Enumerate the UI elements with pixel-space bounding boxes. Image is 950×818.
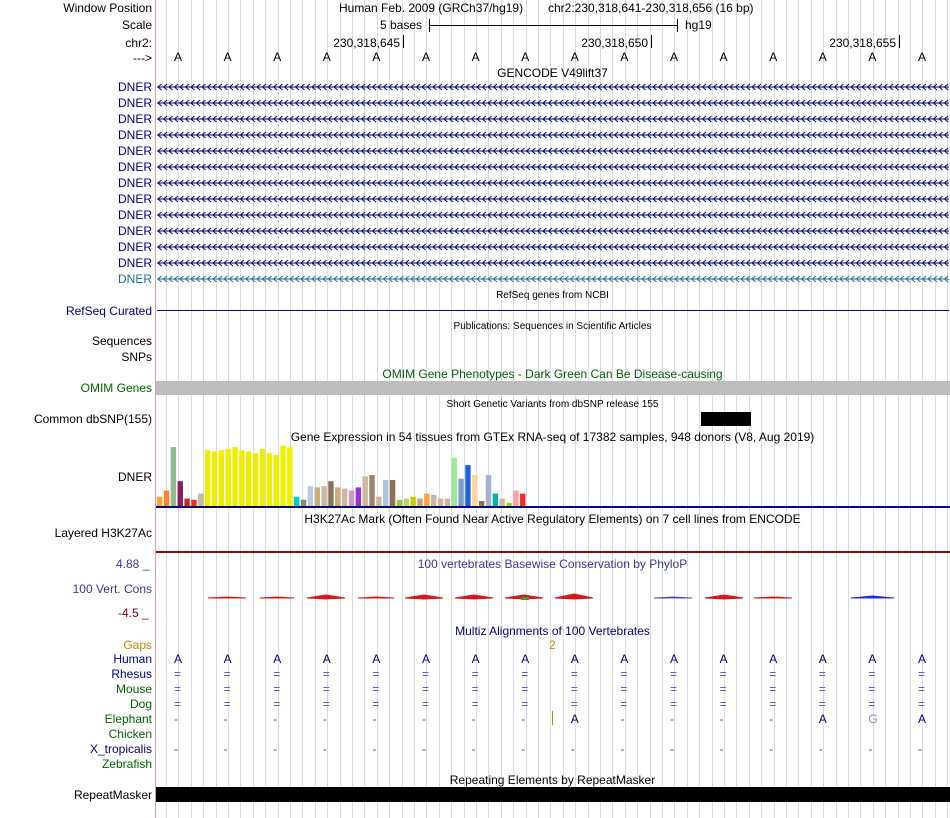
phylop-score-segment xyxy=(851,596,894,598)
gtex-tissue-bar xyxy=(369,475,374,506)
alignment-base: G xyxy=(868,712,878,726)
alignment-base: = xyxy=(868,667,876,681)
alignment-base: = xyxy=(818,697,826,711)
base-letter: A xyxy=(521,50,530,64)
alignment-base: = xyxy=(620,667,628,681)
alignment-base: - xyxy=(521,742,526,756)
alignment-base: = xyxy=(471,697,479,711)
alignment-base: = xyxy=(868,697,876,711)
phylop-score-segment xyxy=(754,597,792,598)
alignment-base: = xyxy=(868,682,876,696)
alignment-base: = xyxy=(818,667,826,681)
alignment-base: - xyxy=(273,712,278,726)
alignment-base: = xyxy=(719,682,727,696)
gtex-tissue-bar xyxy=(294,497,299,506)
scale-bar-left-tick xyxy=(429,19,430,32)
alignment-base: - xyxy=(372,712,377,726)
phylop-score-segment xyxy=(307,595,345,599)
gencode-gene-label[interactable]: DNER xyxy=(117,208,152,222)
dbsnp-title[interactable]: Short Genetic Variants from dbSNP release 155 xyxy=(446,399,659,410)
alignment-base: = xyxy=(273,697,281,711)
multiz-species-label[interactable]: Chicken xyxy=(108,727,152,741)
phylop-score-segment xyxy=(705,595,743,599)
gtex-tissue-bar xyxy=(253,453,258,506)
alignment-base: A xyxy=(818,712,827,726)
gtex-tissue-bar xyxy=(383,480,388,506)
gencode-transcript[interactable] xyxy=(157,162,949,172)
gtex-tissue-bar xyxy=(438,499,443,506)
alignment-base: - xyxy=(521,712,526,726)
base-letter: A xyxy=(719,50,728,64)
alignment-base: = xyxy=(223,697,231,711)
scale-bar-right-tick xyxy=(677,19,678,32)
alignment-base: A xyxy=(719,652,728,666)
refseq-label[interactable]: RefSeq Curated xyxy=(65,304,152,318)
alignment-base: - xyxy=(670,712,674,726)
repeatmasker-element[interactable] xyxy=(156,787,950,802)
refseq-title[interactable]: RefSeq genes from NCBI xyxy=(496,290,609,301)
alignment-base: A xyxy=(868,652,877,666)
dbsnp-label[interactable]: Common dbSNP(155) xyxy=(33,412,152,426)
chrom-label: chr2: xyxy=(125,36,152,50)
gencode-gene-label[interactable]: DNER xyxy=(117,112,152,126)
gtex-tissue-bar xyxy=(239,450,244,506)
coord-label: 230,318,655 xyxy=(829,36,896,50)
gtex-tissue-bar xyxy=(417,499,422,506)
gap-count: 2 xyxy=(549,638,556,652)
gencode-gene-label[interactable]: DNER xyxy=(117,80,152,94)
alignment-base: = xyxy=(174,697,182,711)
gtex-tissue-bar xyxy=(472,475,477,506)
gtex-tissue-bar xyxy=(232,447,237,506)
scale-text: 5 bases xyxy=(380,18,423,32)
alignment-base: - xyxy=(769,712,774,726)
base-letter: A xyxy=(918,50,927,64)
alignment-base: A xyxy=(273,652,282,666)
gtex-tissue-bar xyxy=(445,499,450,506)
alignment-base: = xyxy=(918,697,926,711)
alignment-base: A xyxy=(769,652,778,666)
gtex-tissue-bar xyxy=(219,450,224,506)
h3k27ac-signal-line[interactable] xyxy=(156,551,950,553)
gencode-transcript[interactable] xyxy=(157,274,949,284)
alignment-base: = xyxy=(570,667,578,681)
alignment-base: - xyxy=(868,742,873,756)
gtex-tissue-bar xyxy=(178,481,183,506)
gencode-transcript[interactable] xyxy=(157,242,949,252)
gtex-expression-chart[interactable] xyxy=(156,444,950,510)
gtex-tissue-bar xyxy=(260,449,265,506)
alignment-base: = xyxy=(769,682,777,696)
alignment-base: A xyxy=(918,652,927,666)
gtex-tissue-bar xyxy=(431,495,436,506)
gencode-transcript[interactable] xyxy=(157,114,949,124)
gaps-label: Gaps xyxy=(123,638,152,652)
base-letter: A xyxy=(818,50,827,64)
gap-marker xyxy=(552,711,553,725)
alignment-base: A xyxy=(521,652,530,666)
alignment-base: = xyxy=(223,667,231,681)
gtex-tissue-bar xyxy=(493,494,498,506)
alignment-base: - xyxy=(818,742,823,756)
alignment-base: - xyxy=(422,742,426,756)
publications-title[interactable]: Publications: Sequences in Scientific Articles xyxy=(453,321,652,332)
alignment-base: A xyxy=(223,652,232,666)
alignment-base: = xyxy=(372,697,380,711)
alignment-base: - xyxy=(918,742,922,756)
multiz-species-label[interactable]: Dog xyxy=(129,697,152,711)
gtex-label[interactable]: DNER xyxy=(117,470,152,484)
alignment-base: - xyxy=(471,742,476,756)
alignment-base: - xyxy=(372,742,377,756)
publications-label[interactable]: Sequences xyxy=(91,334,152,348)
gencode-gene-label[interactable]: DNER xyxy=(117,144,152,158)
gtex-tissue-bar xyxy=(520,494,525,506)
scale-bar xyxy=(430,25,677,26)
gtex-tissue-bar xyxy=(452,458,457,506)
alignment-base: - xyxy=(719,742,724,756)
alignment-base: = xyxy=(322,682,330,696)
gencode-transcript[interactable] xyxy=(157,258,949,268)
alignment-base: = xyxy=(471,682,479,696)
alignment-base: = xyxy=(719,667,727,681)
alignment-base: = xyxy=(620,682,628,696)
gtex-tissue-bar xyxy=(486,475,491,506)
alignment-base: = xyxy=(174,682,182,696)
phylop-score-segment xyxy=(455,595,493,599)
gtex-tissue-bar xyxy=(301,500,306,506)
alignment-base: = xyxy=(273,667,281,681)
alignment-base: = xyxy=(422,697,430,711)
base-letter: A xyxy=(868,50,877,64)
alignment-base: - xyxy=(670,742,674,756)
gtex-tissue-bar xyxy=(349,491,354,507)
gtex-tissue-bar xyxy=(184,499,189,506)
multiz-species-label[interactable]: Rhesus xyxy=(111,667,152,681)
omim-feature-bar[interactable] xyxy=(156,381,950,395)
repeatmasker-title[interactable]: Repeating Elements by RepeatMasker xyxy=(449,773,656,787)
alignment-base: - xyxy=(174,712,178,726)
multiz-species-label[interactable]: Zebrafish xyxy=(101,757,152,771)
alignment-base: = xyxy=(372,682,380,696)
phylop-title[interactable]: 100 vertebrates Basewise Conservation by PhyloP xyxy=(417,557,688,571)
gtex-tissue-bar xyxy=(356,487,361,506)
gencode-gene-label[interactable]: DNER xyxy=(117,96,152,110)
phylop-ymin: -4.5 _ xyxy=(118,606,149,620)
alignment-base: = xyxy=(918,682,926,696)
alignment-base: = xyxy=(521,667,529,681)
base-letter: A xyxy=(769,50,778,64)
gtex-tissue-bar xyxy=(465,465,470,506)
alignment-base: - xyxy=(223,742,228,756)
repeatmasker-label[interactable]: RepeatMasker xyxy=(73,788,152,802)
phylop-ymax: 4.88 _ xyxy=(116,557,150,571)
strand-label: ---> xyxy=(133,51,152,65)
alignment-base: A xyxy=(570,712,579,726)
phylop-score-segment xyxy=(260,597,294,598)
alignment-base: - xyxy=(570,742,575,756)
alignment-base: A xyxy=(818,652,827,666)
alignment-base: = xyxy=(719,697,727,711)
base-letter: A xyxy=(174,50,183,64)
multiz-species-label[interactable]: Human xyxy=(113,652,152,666)
gtex-tissue-bar xyxy=(273,455,278,506)
alignment-base: A xyxy=(422,652,431,666)
gencode-gene-label[interactable]: DNER xyxy=(117,192,152,206)
phylop-score-segment xyxy=(358,597,394,598)
phylop-score-segment xyxy=(555,594,593,599)
coord-label: 230,318,650 xyxy=(581,36,648,50)
gtex-tissue-bar xyxy=(280,446,285,506)
gencode-transcript[interactable] xyxy=(157,146,949,156)
gtex-tissue-bar xyxy=(342,489,347,506)
gencode-transcript[interactable] xyxy=(157,210,949,220)
alignment-base: A xyxy=(620,652,629,666)
window-position-label: Window Position xyxy=(63,1,152,15)
omim-label[interactable]: OMIM Genes xyxy=(80,381,152,395)
gtex-tissue-bar xyxy=(315,487,320,506)
base-letter: A xyxy=(322,50,331,64)
alignment-base: = xyxy=(521,697,529,711)
alignment-base: A xyxy=(918,712,927,726)
gtex-tissue-bar xyxy=(479,501,484,506)
gtex-tissue-bar xyxy=(500,499,505,506)
phylop-conservation-graph[interactable] xyxy=(156,586,950,610)
alignment-base: A xyxy=(174,652,183,666)
h3k27ac-label[interactable]: Layered H3K27Ac xyxy=(54,526,152,540)
gtex-tissue-bar xyxy=(363,476,368,506)
gtex-tissue-bar xyxy=(287,447,292,506)
gtex-tissue-bar xyxy=(404,499,409,506)
alignment-base: = xyxy=(174,667,182,681)
base-letter: A xyxy=(223,50,232,64)
gtex-tissue-bar xyxy=(458,479,463,506)
gtex-tissue-bar xyxy=(226,449,231,506)
gtex-tissue-bar xyxy=(157,497,162,506)
alignment-base: - xyxy=(620,742,625,756)
gencode-transcript[interactable] xyxy=(157,226,949,236)
gtex-tissue-bar xyxy=(376,497,381,506)
base-letter: A xyxy=(670,50,679,64)
gtex-tissue-bar xyxy=(321,486,326,506)
gtex-tissue-bar xyxy=(198,494,203,506)
coord-label: 230,318,645 xyxy=(333,36,400,50)
alignment-base: - xyxy=(223,712,228,726)
position-label[interactable]: chr2:230,318,641-230,318,656 (16 bp) xyxy=(548,1,754,15)
alignment-base: = xyxy=(223,682,231,696)
h3k27ac-title[interactable]: H3K27Ac Mark (Often Found Near Active Regulatory Elements) on 7 cell lines from ENCODE xyxy=(304,512,801,526)
snps-label[interactable]: SNPs xyxy=(121,350,152,364)
alignment-base: A xyxy=(322,652,331,666)
gtex-tissue-bar xyxy=(328,481,333,506)
alignment-base: = xyxy=(670,697,678,711)
gtex-tissue-bar xyxy=(205,450,210,506)
gencode-gene-label[interactable]: DNER xyxy=(117,176,152,190)
alignment-base: = xyxy=(670,667,678,681)
alignment-base: = xyxy=(372,667,380,681)
alignment-base: - xyxy=(174,742,178,756)
phylop-label[interactable]: 100 Vert. Cons xyxy=(72,582,152,596)
gtex-tissue-bar xyxy=(267,453,272,506)
refseq-gene-line[interactable] xyxy=(157,310,949,311)
alignment-base: = xyxy=(322,667,330,681)
alignment-base: A xyxy=(372,652,381,666)
multiz-species-label[interactable]: Elephant xyxy=(104,712,152,726)
multiz-species-label[interactable]: Mouse xyxy=(115,682,152,696)
gtex-tissue-bar xyxy=(191,500,196,506)
alignment-base: - xyxy=(273,742,278,756)
gtex-tissue-bar xyxy=(246,451,251,506)
gencode-gene-label[interactable]: DNER xyxy=(117,224,152,238)
alignment-base: = xyxy=(570,697,578,711)
base-letter: A xyxy=(471,50,480,64)
alignment-base: - xyxy=(620,712,625,726)
gencode-transcript[interactable] xyxy=(157,178,949,188)
gencode-transcript[interactable] xyxy=(157,130,949,140)
gencode-transcript[interactable] xyxy=(157,82,949,92)
alignment-base: A xyxy=(471,652,480,666)
alignment-base: = xyxy=(471,667,479,681)
scale-label: Scale xyxy=(121,18,152,32)
alignment-base: - xyxy=(322,712,327,726)
alignment-base: - xyxy=(422,712,426,726)
assembly-label: Human Feb. 2009 (GRCh37/hg19) xyxy=(339,1,524,15)
gtex-tissue-bar xyxy=(164,491,169,507)
alignment-base: = xyxy=(273,682,281,696)
alignment-base: = xyxy=(769,667,777,681)
phylop-score-segment xyxy=(405,595,443,599)
alignment-base: = xyxy=(918,667,926,681)
gtex-tissue-bar xyxy=(513,491,518,507)
coord-tick xyxy=(403,35,404,48)
alignment-base: - xyxy=(322,742,327,756)
gtex-tissue-bar xyxy=(390,480,395,506)
gtex-tissue-bar xyxy=(506,503,511,506)
alignment-base: - xyxy=(471,712,476,726)
gtex-tissue-bar xyxy=(397,500,402,506)
scale-db: hg19 xyxy=(685,18,712,32)
alignment-base: = xyxy=(570,682,578,696)
gtex-tissue-bar xyxy=(410,497,415,506)
dbsnp-variant[interactable] xyxy=(701,412,751,426)
phylop-score-segment xyxy=(521,597,529,600)
base-letter: A xyxy=(372,50,381,64)
alignment-base: - xyxy=(719,712,724,726)
gtex-tissue-bar xyxy=(424,494,429,506)
gtex-title[interactable]: Gene Expression in 54 tissues from GTEx RNA-seq of 17382 samples, 948 donors (V8, Aug 2019) xyxy=(290,430,815,444)
base-letter: A xyxy=(620,50,629,64)
gencode-gene-label[interactable]: DNER xyxy=(117,240,152,254)
gencode-gene-label[interactable]: DNER xyxy=(117,160,152,174)
alignment-base: = xyxy=(422,667,430,681)
alignment-base: = xyxy=(670,682,678,696)
multiz-species-label[interactable]: X_tropicalis xyxy=(89,742,152,756)
alignment-base: A xyxy=(570,652,579,666)
alignment-base: = xyxy=(620,697,628,711)
gtex-tissue-bar xyxy=(171,447,176,506)
alignment-base: = xyxy=(818,682,826,696)
alignment-base: = xyxy=(769,697,777,711)
base-letter: A xyxy=(570,50,579,64)
alignment-base: = xyxy=(422,682,430,696)
omim-title[interactable]: OMIM Gene Phenotypes - Dark Green Can Be Disease-causing xyxy=(382,367,723,381)
coord-tick xyxy=(651,35,652,48)
gencode-transcript[interactable] xyxy=(157,194,949,204)
alignment-base: - xyxy=(769,742,774,756)
phylop-score-segment xyxy=(654,597,692,598)
coord-tick xyxy=(899,35,900,48)
base-letter: A xyxy=(273,50,282,64)
phylop-score-segment xyxy=(208,597,246,598)
alignment-base: = xyxy=(322,697,330,711)
gencode-transcript[interactable] xyxy=(157,98,949,108)
gencode-gene-label[interactable]: DNER xyxy=(117,272,152,286)
multiz-title[interactable]: Multiz Alignments of 100 Vertebrates xyxy=(455,624,650,638)
gtex-tissue-bar xyxy=(212,451,217,506)
alignment-base: = xyxy=(521,682,529,696)
gencode-gene-label[interactable]: DNER xyxy=(117,256,152,270)
gencode-title[interactable]: GENCODE V49lift37 xyxy=(497,66,608,80)
gencode-gene-label[interactable]: DNER xyxy=(117,128,152,142)
alignment-base: A xyxy=(670,652,679,666)
base-letter: A xyxy=(422,50,431,64)
gtex-tissue-bar xyxy=(335,487,340,506)
gtex-tissue-bar xyxy=(308,486,313,506)
